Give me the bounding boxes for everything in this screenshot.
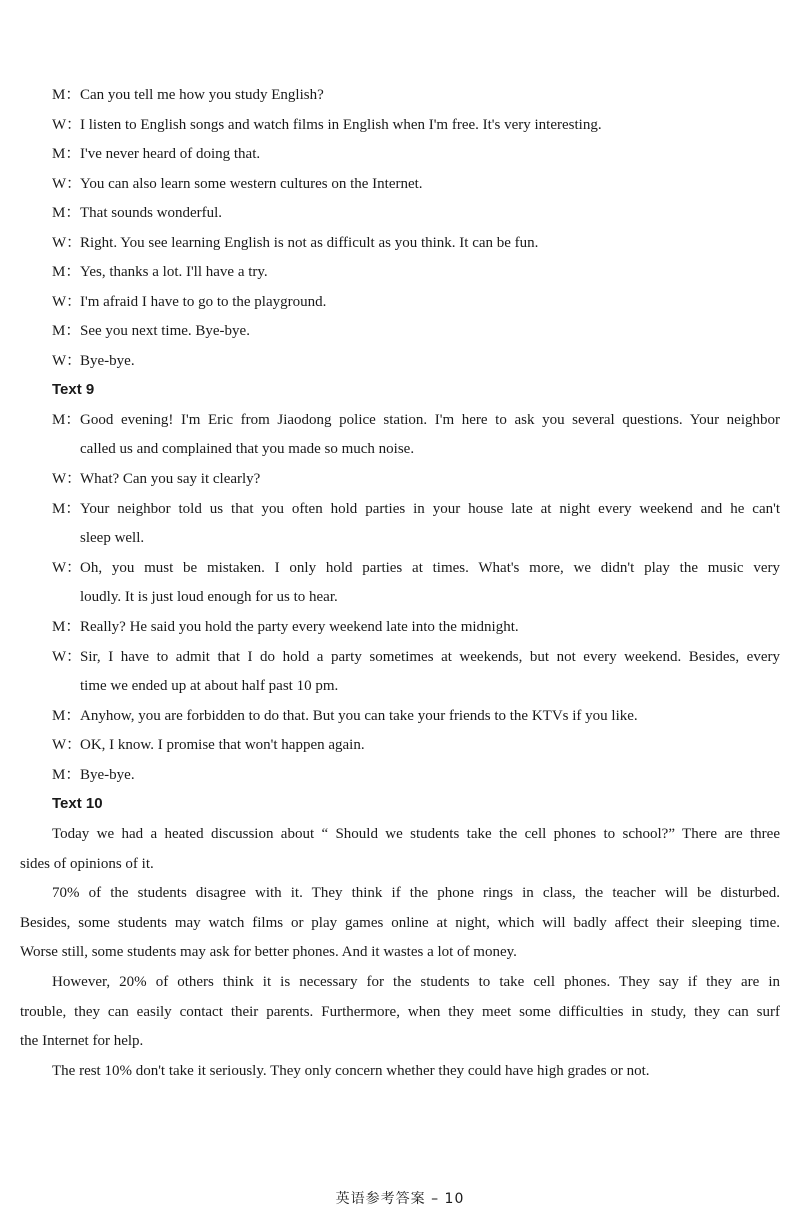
dialogue-text: Oh, you must be mistaken. I only hold parties at times. What's more, we didn't play the music very — [80, 560, 780, 576]
dialogue-text: Really? He said you hold the party every weekend late into the midnight. — [80, 619, 519, 635]
dialogue-text: Right. You see learning English is not as difficult as you think. It can be fun. — [80, 235, 539, 251]
dialogue-text: Bye-bye. — [80, 353, 135, 369]
passage-line: the Internet for help. — [20, 1033, 144, 1049]
dialogue-line — [52, 500, 780, 518]
dialogue-text: OK, I know. I promise that won't happen again. — [80, 737, 365, 753]
dialogue-line — [52, 293, 780, 311]
dialogue-line — [52, 175, 780, 193]
dialogue-text: Anyhow, you are forbidden to do that. But you can take your friends to the KTVs if you like. — [80, 708, 638, 724]
passage-line: 70% of the students disagree with it. They think if the phone rings in class, the teacher will be disturbed. — [52, 885, 780, 901]
dialogue-text: I listen to English songs and watch films in English when I'm free. It's very interesting. — [80, 117, 602, 133]
dialogue-text: Good evening! I'm Eric from Jiaodong police station. I'm here to ask you several questions. Your neighbor — [80, 412, 780, 428]
speaker-label: M： — [52, 146, 81, 162]
passage-line: trouble, they can easily contact their parents. Furthermore, when they meet some difficulties in study, they can surf — [20, 1004, 780, 1020]
speaker-label: M： — [52, 619, 81, 635]
dialogue-text: You can also learn some western cultures on the Internet. — [80, 176, 423, 192]
speaker-label: W： — [52, 176, 82, 192]
dialogue-text: What? Can you say it clearly? — [80, 471, 261, 487]
dialogue-continuation: loudly. It is just loud enough for us to hear. — [80, 589, 338, 605]
passage-line: The rest 10% don't take it seriously. They only concern whether they could have high grades or not. — [52, 1063, 650, 1079]
speaker-label: W： — [52, 353, 82, 369]
dialogue-line — [52, 766, 780, 784]
dialogue-line — [52, 648, 780, 666]
dialogue-line — [52, 86, 780, 104]
dialogue-line — [52, 559, 780, 577]
speaker-label: W： — [52, 471, 82, 487]
passage-line: Today we had a heated discussion about “ Should we students take the cell phones to school?” There are three — [52, 826, 780, 842]
dialogue-line — [52, 411, 780, 429]
speaker-label: M： — [52, 87, 81, 103]
dialogue-line — [52, 618, 780, 636]
dialogue-text: That sounds wonderful. — [80, 205, 223, 221]
speaker-label: M： — [52, 767, 81, 783]
speaker-label: W： — [52, 649, 82, 665]
dialogue-text: Sir, I have to admit that I do hold a party sometimes at weekends, but not every weekend. Besides, every — [80, 649, 780, 665]
dialogue-continuation: time we ended up at about half past 10 pm. — [80, 678, 339, 694]
section-heading-text9: Text 9 — [52, 381, 95, 398]
passage-line: sides of opinions of it. — [20, 856, 154, 872]
dialogue-text: Yes, thanks a lot. I'll have a try. — [80, 264, 268, 280]
dialogue-line — [52, 736, 780, 754]
speaker-label: W： — [52, 235, 82, 251]
speaker-label: M： — [52, 708, 81, 724]
page-footer: 英语参考答案 – 10 — [335, 1191, 465, 1207]
speaker-label: M： — [52, 264, 81, 280]
speaker-label: W： — [52, 560, 82, 576]
section-heading-text10: Text 10 — [52, 795, 103, 812]
dialogue-line — [52, 352, 780, 370]
passage-line: Besides, some students may watch films or play games online at night, which will badly affect their sleeping time. — [20, 915, 780, 931]
speaker-label: M： — [52, 412, 81, 428]
speaker-label: M： — [52, 205, 81, 221]
speaker-label: W： — [52, 737, 82, 753]
speaker-label: W： — [52, 294, 82, 310]
dialogue-line — [52, 322, 780, 340]
dialogue-continuation: called us and complained that you made so much noise. — [80, 441, 415, 457]
dialogue-text: I'm afraid I have to go to the playground. — [80, 294, 327, 310]
dialogue-line — [52, 145, 780, 163]
dialogue-line — [52, 707, 780, 725]
speaker-label: M： — [52, 501, 81, 517]
speaker-label: W： — [52, 117, 82, 133]
dialogue-continuation: sleep well. — [80, 530, 145, 546]
dialogue-line — [52, 263, 780, 281]
passage-line: Worse still, some students may ask for better phones. And it wastes a lot of money. — [20, 944, 517, 960]
speaker-label: M： — [52, 323, 81, 339]
dialogue-text: Can you tell me how you study English? — [80, 87, 324, 103]
dialogue-text: Bye-bye. — [80, 767, 135, 783]
dialogue-line — [52, 116, 780, 134]
dialogue-line — [52, 470, 780, 488]
dialogue-line — [52, 234, 780, 252]
dialogue-text: I've never heard of doing that. — [80, 146, 261, 162]
passage-line: However, 20% of others think it is necessary for the students to take cell phones. They say if they are in — [52, 974, 780, 990]
dialogue-text: See you next time. Bye-bye. — [80, 323, 250, 339]
dialogue-line — [52, 204, 780, 222]
dialogue-text: Your neighbor told us that you often hold parties in your house late at night every weekend and he can't — [80, 501, 780, 517]
